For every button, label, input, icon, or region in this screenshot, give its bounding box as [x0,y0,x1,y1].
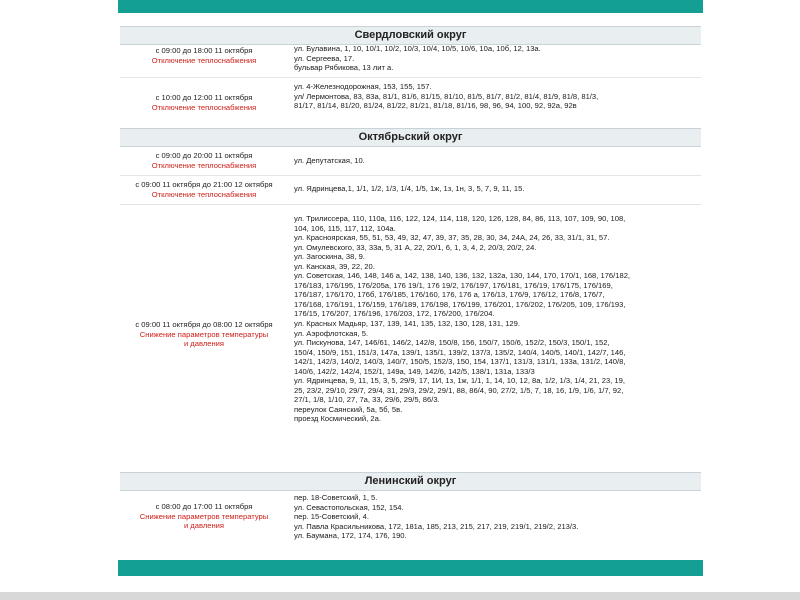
address-line: 176/187, 176/170, 176б, 176/185, 176/160, 176, 176 а, 176/13, 176/9, 176/12, 176/8, 176/7, [294,290,605,300]
row-divider [120,77,701,78]
address-line: пер. 15-Советский, 4. [294,512,369,522]
address-line: ул. Омулевского, 33, 33а, 5, 31 А, 22, 20/1, 6, 1, 3, 4, 2, 20/3, 20/2, 24. [294,242,537,252]
schedule-event: Отключение теплоснабжения [151,160,257,170]
schedule-time: с 09:00 до 18:00 11 октября [155,46,253,55]
address-line: ул. Загоскина, 38, 9. [294,252,365,262]
address-line: ул. Севастопольская, 152, 154. [294,502,404,512]
schedule-time: с 09:00 11 октября до 08:00 12 октября [135,320,273,329]
address-line: 176/183, 176/195, 176/205а, 176 19/1, 176 19/2, 176/197, 176/181, 176/19, 176/175, 176/169, [294,280,613,290]
schedule-event: Отключение теплоснабжения [151,102,257,112]
address-list [294,82,699,111]
address-line: ул. Канская, 39, 22, 20. [294,261,375,271]
address-line: 81/17, 81/14, 81/20, 81/24, 81/22, 81/21, 81/18, 81/16, 98, 96, 94, 100, 92, 92а, 92в [294,101,577,111]
schedule-cell [118,502,290,531]
address-list [294,184,699,194]
schedule-time: с 10:00 до 12:00 11 октября [155,93,253,102]
schedule-cell [118,320,290,349]
address-line: ул. Баумана, 172, 174, 176, 190. [294,531,407,541]
schedule-event: и давления [183,521,225,531]
district-header-leninsky: Ленинский округ [120,472,701,491]
address-line: 142/1, 142/3, 140/2, 140/3, 140/7, 150/5, 152/3, 150, 154, 137/1, 131/3, 131/1, 133а, 131/2, 140/8, [294,357,626,367]
address-line: переулок Саянский, 5а, 5б, 5в. [294,404,403,414]
address-line: ул. Павла Красильникова, 172, 181а, 185, 213, 215, 217, 219, 219/1, 219/2, 213/3. [294,521,579,531]
schedule-time: с 09:00 11 октября до 21:00 12 октября [135,180,273,189]
address-line: пер. 18-Советский, 1, 5. [294,493,378,502]
address-line: ул/ Лермонтова, 83, 83а, 81/1, 81/6, 81/15, 81/10, 81/5, 81/7, 81/2, 81/4, 81/9, 81/8, 81/3, [294,91,599,101]
schedule-cell [118,180,290,199]
page-footer-strip [0,592,800,600]
schedule-cell [118,151,290,170]
address-line: ул. Советская, 146, 148, 146 а, 142, 138, 140, 136, 132, 132а, 130, 144, 170, 170/1, 168, 176/182, [294,271,631,281]
address-line: ул. Булавина, 1, 10, 10/1, 10/2, 10/3, 10/4, 10/5, 10/6, 10а, 10б, 12, 13а. [294,44,541,53]
address-line: ул. Красных Мадьяр, 137, 139, 141, 135, 132, 130, 128, 131, 129. [294,319,520,329]
district-header-sverdlovsky: Свердловский округ [120,26,701,45]
address-line: ул. Красноярская, 55, 51, 53, 49, 32, 47, 39, 37, 35, 28, 30, 34, 24А, 24, 26, 33, 31/1, 31, 57. [294,233,610,243]
address-list [294,493,699,541]
address-list [294,44,699,73]
schedule-cell [118,93,290,112]
address-line: ул. Пискунова, 147, 146/61, 146/2, 142/8, 150/8, 156, 150/7, 150/6, 152/2, 150/3, 150/1, 152, [294,338,610,348]
address-line: ул. Сергеева, 17. [294,53,355,63]
address-line: ул. Аэрофлотская, 5. [294,328,369,338]
address-line: ул. 4-Железнодорожная, 153, 155, 157. [294,82,432,91]
address-line: 25, 23/2, 29/10, 29/7, 29/4, 31, 29/3, 29/2, 29/1, 88, 86/4, 90, 27/2, 1/5, 7, 18, 16, 1/9, 1/6, 1/7, 92, [294,385,624,395]
address-line: 104, 106, 115, 117, 112, 104а. [294,223,396,233]
address-line: ул. Ядринцева,1, 1/1, 1/2, 1/3, 1/4, 1/5, 1ж, 1з, 1н, 3, 5, 7, 9, 11, 15. [294,184,525,193]
district-header-oktyabrsky: Октябрьский округ [120,128,701,147]
address-line: ул. Трилиссера, 110, 110а, 116, 122, 124, 114, 118, 120, 126, 128, 84, 86, 113, 107, 109, 90, 108, [294,214,626,223]
address-line: 176/15, 176/207, 176/196, 176/203, 172, 176/200, 176/204. [294,309,495,319]
schedule-event: и давления [183,339,225,349]
address-line: ул. Депутатская, 10. [294,156,365,165]
address-line: 27/1, 1/8, 1/10, 27, 7а, 33, 29/6, 29/5, 86/3. [294,395,440,405]
row-divider [120,175,701,176]
schedule-cell [118,46,290,65]
schedule-event: Снижение параметров температуры [139,329,269,339]
address-line: бульвар Рябикова, 13 лит а. [294,63,394,73]
address-line: 150/4, 150/9, 151, 151/3, 147а, 139/1, 135/1, 139/2, 137/3, 135/2, 140/4, 140/5, 140/1, 142/7, 146, [294,347,626,357]
schedule-time: с 08:00 до 17:00 11 октября [155,502,253,511]
bottom-accent-band [118,560,703,576]
notice-sheet [118,0,703,600]
schedule-event: Отключение теплоснабжения [151,55,257,65]
schedule-time: с 09:00 до 20:00 11 октября [155,151,253,160]
address-list [294,214,699,424]
address-list [294,156,699,166]
address-line: проезд Космический, 2а. [294,414,381,424]
address-line: ул. Ядринцева, 9, 11, 15, 3, 5, 29/9, 17, 1И, 1з, 1ж, 1/1, 1, 14, 10, 12, 8а, 1/2, 1/3, 1/4, 21, 23, 19, [294,376,625,386]
address-line: 176/168, 176/191, 176/159, 176/189, 176/198, 176/199, 176/201, 176/202, 176/205, 109, 176/193, [294,299,626,309]
top-accent-band [118,0,703,13]
schedule-event: Снижение параметров температуры [139,511,269,521]
row-divider [120,204,701,205]
schedule-event: Отключение теплоснабжения [151,189,257,199]
address-line: 140/6, 142/2, 142/4, 152/1, 149а, 149, 142/6, 142/5, 138/1, 131а, 133/3 [294,366,535,376]
